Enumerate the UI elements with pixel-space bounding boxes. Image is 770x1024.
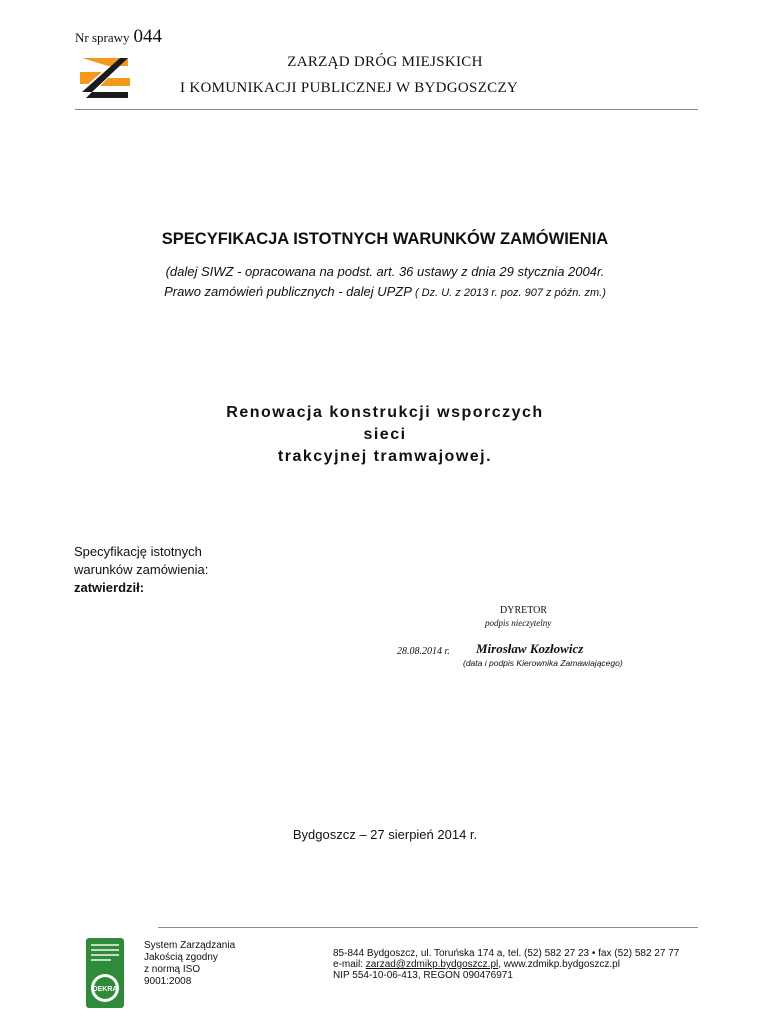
email-label: e-mail:: [333, 959, 366, 970]
qms-line1: System Zarządzania: [144, 940, 236, 951]
ids-line: NIP 554-10-06-413, REGON 090476971: [333, 970, 513, 981]
case-number: 044: [133, 26, 163, 47]
iso-certificate-badge: [86, 938, 124, 1008]
subtitle-line1: (dalej SIWZ - opracowana na podst. art. 36 ustawy z dnia 29 stycznia 2004r.: [165, 264, 605, 279]
approval-line2: warunków zamówienia:: [74, 562, 209, 577]
subject-line3: trakcyjnej tramwajowej.: [277, 448, 493, 465]
case-number-line: [75, 26, 162, 48]
header-divider: [75, 109, 698, 110]
email-web-line: [333, 959, 679, 970]
web-separator: ,: [498, 959, 504, 970]
order-subject: [0, 402, 770, 468]
document-title: SPECYFIKACJA ISTOTNYCH WARUNKÓW ZAMÓWIENIA: [161, 230, 609, 248]
qms-line3: z normą ISO: [144, 964, 201, 975]
org-name-line1: ZARZĄD DRÓG MIEJSKICH: [287, 54, 483, 70]
qms-line2: Jakością zgodny: [144, 952, 218, 963]
email-link[interactable]: zarzad@zdmikp.bydgoszcz.pl: [365, 959, 499, 970]
org-name-line2: I KOMUNIKACJI PUBLICZNEJ W BYDGOSZCZY: [180, 80, 519, 96]
cert-text: DEKRA: [92, 986, 118, 993]
contact-block: [333, 948, 679, 981]
qms-statement: [144, 940, 235, 988]
signatory-role: DYRETOR: [500, 605, 548, 616]
approval-line1: Specyfikację istotnych: [74, 544, 202, 559]
dekra-cert-icon: [86, 938, 124, 1008]
signatory-name: Mirosław Kozłowicz: [476, 641, 584, 656]
signature-note: (data i podpis Kierownika Zamawiającego): [463, 658, 623, 668]
qms-line4: 9001:2008: [144, 976, 192, 987]
approval-line3: zatwierdził:: [74, 580, 145, 595]
case-label: Nr sprawy: [75, 30, 130, 45]
subject-line1: Renowacja konstrukcji wsporczych: [226, 404, 544, 421]
place-and-date: Bydgoszcz – 27 sierpień 2014 r.: [292, 827, 478, 842]
subtitle-line2-small: ( Dz. U. z 2013 r. poz. 907 z późn. zm.): [411, 287, 606, 299]
signature-illegible: podpis nieczytelny: [485, 618, 552, 628]
subject-line2: sieci: [363, 426, 407, 443]
subtitle-line2: [0, 284, 770, 299]
website-link[interactable]: www.zdmikp.bydgoszcz.pl: [503, 959, 620, 970]
approval-block: [74, 543, 208, 597]
address-line: 85-844 Bydgoszcz, ul. Toruńska 174 a, tel. (52) 582 27 23 • fax (52) 582 27 77: [333, 948, 680, 959]
signature-date: 28.08.2014 r.: [397, 646, 450, 657]
footer-divider: [158, 927, 698, 928]
subtitle-line2-main: Prawo zamówień publicznych - dalej UPZP: [164, 284, 412, 299]
